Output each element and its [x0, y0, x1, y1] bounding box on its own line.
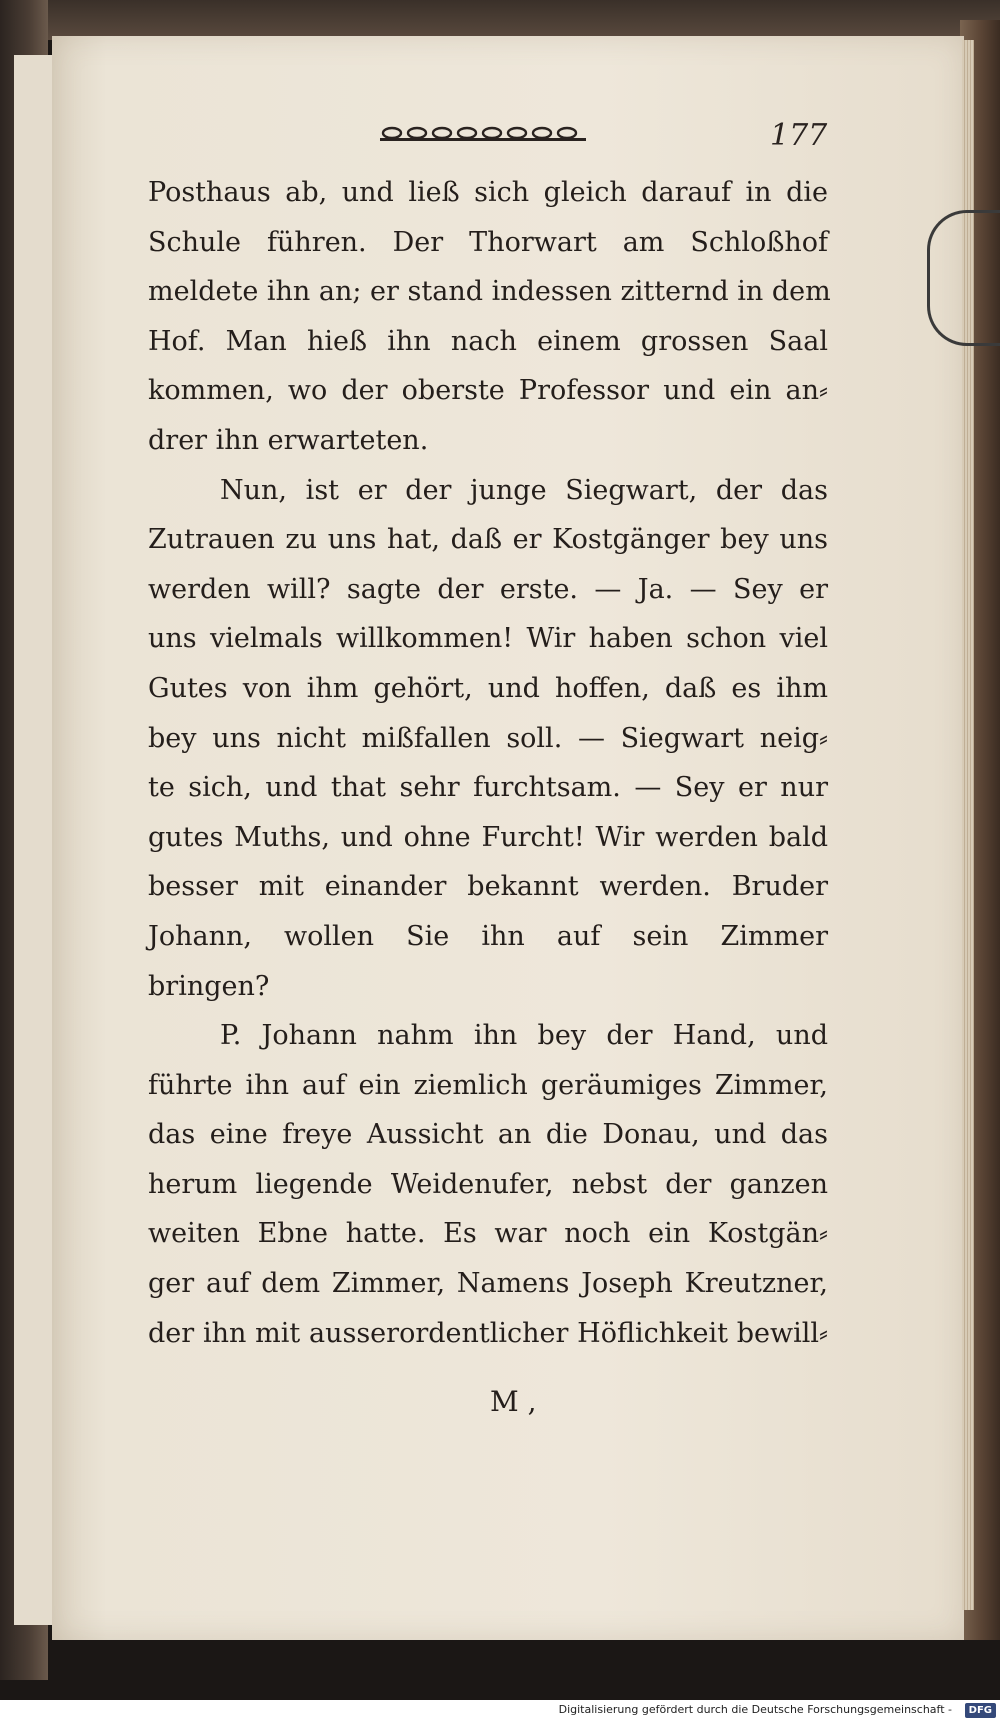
ornament-icon [380, 125, 586, 143]
dfg-logo-icon: DFG [965, 1703, 996, 1718]
text-line: P. Johann nahm ihn bey der Hand, und [220, 1020, 828, 1052]
text-line: Johann, wollen Sie ihn auf sein Zimmer [148, 920, 828, 952]
digitization-credit: Digitalisierung gefördert durch die Deutsche Forschungsgemeinschaft - [558, 1703, 952, 1716]
text-line: meldete ihn an; er stand indessen zitternd in dem [148, 276, 831, 308]
signature-mark: M , [490, 1385, 537, 1418]
text-line: weiten Ebne hatte. Es war noch ein Kostgän⸗ [148, 1218, 828, 1250]
text-line: kommen, wo der oberste Professor und ein an⸗ [148, 375, 828, 407]
facing-page-edge [14, 55, 56, 1625]
text-line: bey uns nicht mißfallen soll. — Siegwart neig⸗ [148, 722, 828, 754]
text-line: Gutes von ihm gehört, und hoffen, daß es ihm [148, 672, 828, 704]
text-line: bringen? [148, 970, 270, 1002]
text-line: gutes Muths, und ohne Furcht! Wir werden bald [148, 821, 828, 853]
text-line: Hof. Man hieß ihn nach einem grossen Saal [148, 325, 828, 357]
text-line: Nun, ist er der junge Siegwart, der das [220, 474, 828, 506]
text-line: Posthaus ab, und ließ sich gleich darauf in die [148, 177, 828, 208]
text-line: Zutrauen zu uns hat, daß er Kostgänger bey uns [148, 524, 828, 556]
text-line: ger auf dem Zimmer, Namens Joseph Kreutzner, [148, 1268, 828, 1300]
text-line: führte ihn auf ein ziemlich geräumiges Zimmer, [148, 1069, 828, 1101]
page-text [148, 168, 831, 1358]
text-line: Schule führen. Der Thorwart am Schloßhof [148, 226, 828, 258]
header-ornament [380, 125, 586, 143]
text-line: werden will? sagte der erste. — Ja. — Sey er [148, 573, 828, 605]
text-line: uns vielmals willkommen! Wir haben schon viel [148, 623, 828, 655]
text-line: te sich, und that sehr furchtsam. — Sey er nur [148, 772, 828, 804]
text-line: besser mit einander bekannt werden. Bruder [148, 871, 828, 903]
text-line: der ihn mit ausserordentlicher Höflichkeit bewill⸗ [148, 1317, 828, 1349]
page-number: 177 [770, 118, 828, 153]
text-line: das eine freye Aussicht an die Donau, und das [148, 1119, 828, 1151]
text-line: herum liegende Weidenufer, nebst der ganzen [148, 1168, 828, 1200]
bookmark-ribbon [927, 210, 1000, 346]
book-cover-top [0, 0, 1000, 40]
text-line: drer ihn erwarteten. [148, 424, 429, 456]
